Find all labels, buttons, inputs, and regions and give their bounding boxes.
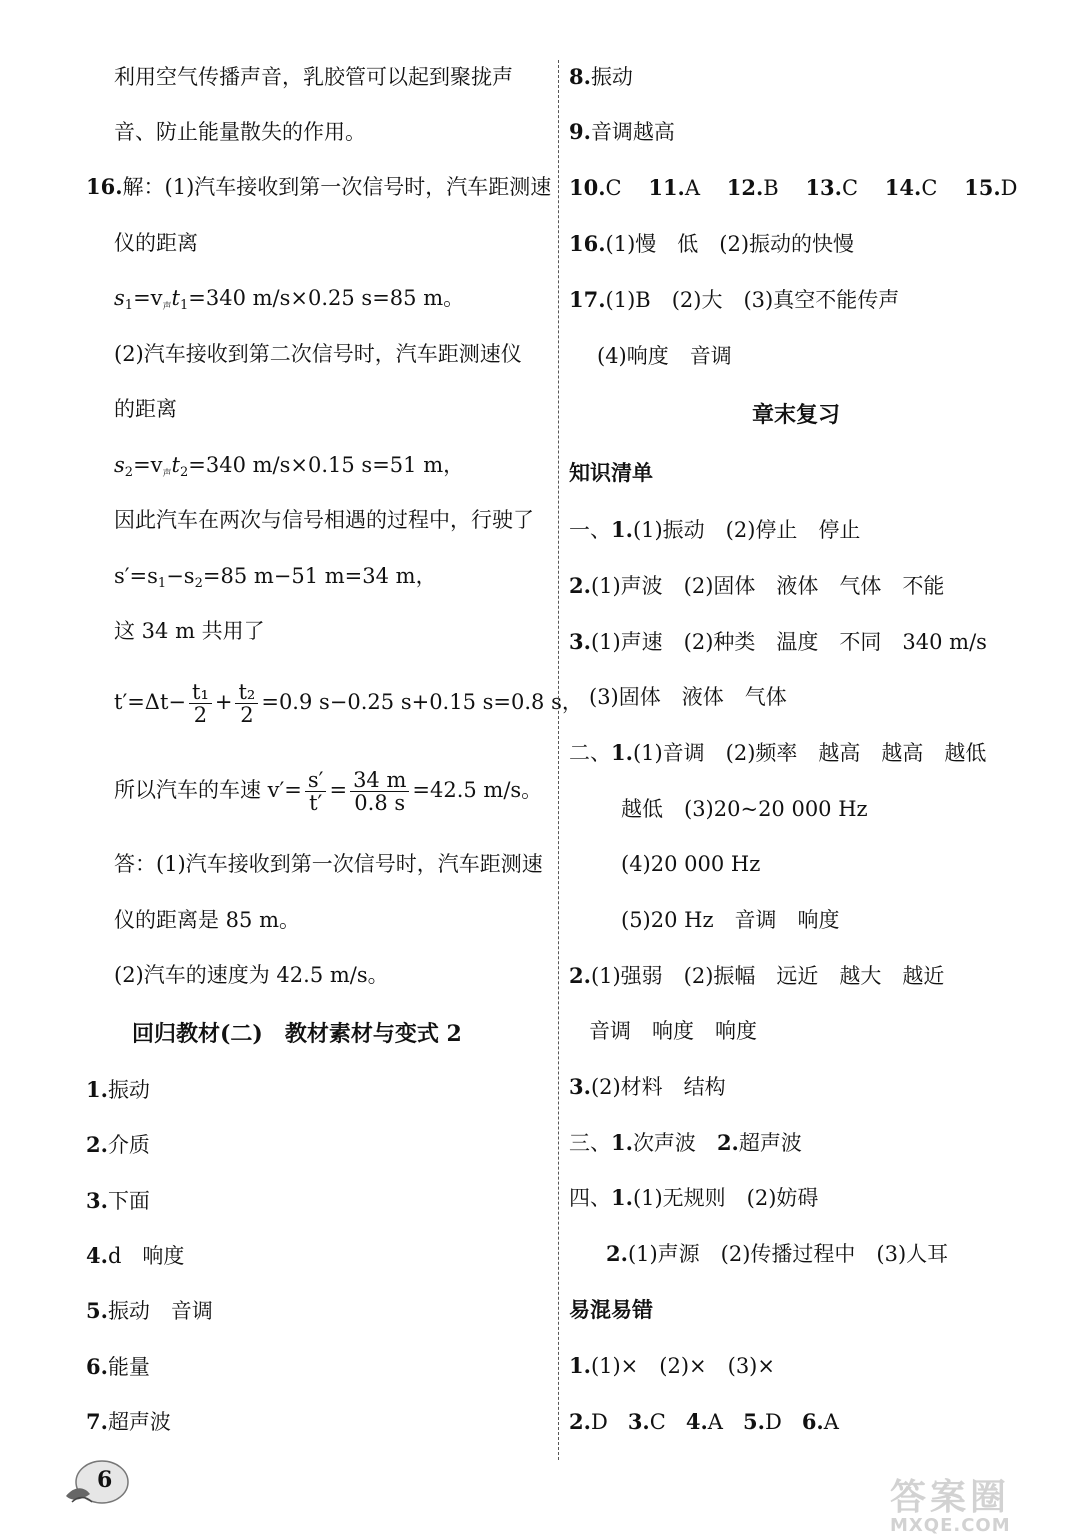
left-line-6: (2)汽车接收到第二次信号时，汽车距测速仪 [114,342,522,366]
list-item: 4.d 响度 [86,1243,185,1268]
mistake-item: 1.(1)× (2)× (3)× [569,1353,775,1378]
knowledge-item: 2.(1)声波 (2)固体 液体 气体 不能 [569,573,945,598]
list-item-continued: (4)响度 音调 [597,344,732,368]
answer-line-1: 答：(1)汽车接收到第一次信号时，汽车距测速 [114,852,543,876]
knowledge-item-continued: 越低 (3)20~20 000 Hz [621,797,868,821]
knowledge-item: 2.(1)强弱 (2)振幅 远近 越大 越近 [569,963,945,988]
left-line-11: 这 34 m 共用了 [114,619,265,643]
list-item: 2.介质 [86,1132,150,1157]
list-item: 16.(1)慢 低 (2)振动的快慢 [569,231,855,256]
knowledge-list-subtitle: 知识清单 [569,460,653,485]
left-line-9: 因此汽车在两次与信号相遇的过程中，行驶了 [114,508,534,532]
watermark [890,1477,1055,1536]
mistake-choices-row: 2.D 3.C 4.A 5.D 6.A [569,1409,839,1434]
watermark-logo-text: 答案圈 [890,1477,1011,1518]
knowledge-item-continued: (3)固体 液体 气体 [589,685,787,709]
left-line-4: 仪的距离 [114,231,198,255]
left-line-7: 的距离 [114,397,177,421]
fraction-t1-over-2: $\frac{\text{t₁}}{2}$ [189,681,212,726]
page-number: 6 [97,1467,113,1493]
list-item: 3.下面 [86,1188,150,1213]
knowledge-item: 3.(2)材料 结构 [569,1074,726,1099]
formula-s1: $s_1=v$声$t_1=340$ m/s×0.25 s=85 m。 [114,286,465,313]
left-line-2: 音、防止能量散失的作用。 [114,120,366,144]
watermark-url: MXQE.COM [890,1515,1011,1536]
list-item: 17.(1)B (2)大 (3)真空不能传声 [569,287,900,312]
list-item: 5.振动 音调 [86,1298,213,1323]
column-divider [558,60,559,1460]
choice-answers-row: 10.C 11.A 12.B 13.C 14.C 15.D [569,175,1018,200]
fraction-34m-over-08s: $\frac{34 m}{0.8 s}$ [350,769,409,814]
formula-s2: $s_2=v$声$t_2=340$ m/s×0.15 s=51 m， [114,453,465,480]
knowledge-item: 2.(1)声源 (2)传播过程中 (3)人耳 [606,1241,949,1266]
list-item: 6.能量 [86,1354,150,1379]
list-item: 1.振动 [86,1077,150,1102]
knowledge-item-continued: (5)20 Hz 音调 响度 [621,908,840,932]
answer-16-heading: 16.解：(1)汽车接收到第一次信号时，汽车距测速 [86,174,552,199]
chapter-review-title: 章末复习 [752,402,841,428]
formula-t-prime: t′=Δt− $\frac{\text{t₁}}{2}$ + $\frac{\text{t₂}}{2}$ =0.9 s−0.25 s+0.15 s=0.8 s， [114,680,583,727]
list-item: 8.振动 [569,64,633,89]
fraction-s-over-t: $\frac{s'}{t'}$ [305,769,327,814]
knowledge-item: 四、1.(1)无规则 (2)妨碍 [569,1185,819,1210]
knowledge-item: 二、1.(1)音调 (2)频率 越高 越高 越低 [569,740,987,765]
common-mistakes-subtitle: 易混易错 [569,1297,653,1322]
knowledge-item: 一、1.(1)振动 (2)停止 停止 [569,517,861,542]
formula-s-prime: $s'=s_1-s_2=85$ m−51 m=34 m， [114,564,437,591]
left-line-1: 利用空气传播声音，乳胶管可以起到聚拢声 [114,65,513,89]
knowledge-item: 3.(1)声速 (2)种类 温度 不同 340 m/s [569,629,987,654]
answer-line-2: 仪的距离是 85 m。 [114,908,300,932]
fraction-t2-over-2: $\frac{\text{t₂}}{2}$ [235,681,258,726]
answer-line-3: (2)汽车的速度为 42.5 m/s。 [114,963,389,987]
formula-v-prime: 所以汽车的车速 v′= $\frac{s'}{t'}$ = $\frac{34 m}{0.8 s}$ =42.5 m/s。 [114,768,543,815]
knowledge-item: 三、1.次声波 2.超声波 [569,1130,802,1155]
list-item: 9.音调越高 [569,119,675,144]
section-title-textbook: 回归教材(二) 教材素材与变式 2 [132,1021,462,1047]
list-item: 7.超声波 [86,1409,171,1434]
knowledge-item-continued: (4)20 000 Hz [621,852,761,876]
knowledge-item-continued: 音调 响度 响度 [589,1019,757,1043]
